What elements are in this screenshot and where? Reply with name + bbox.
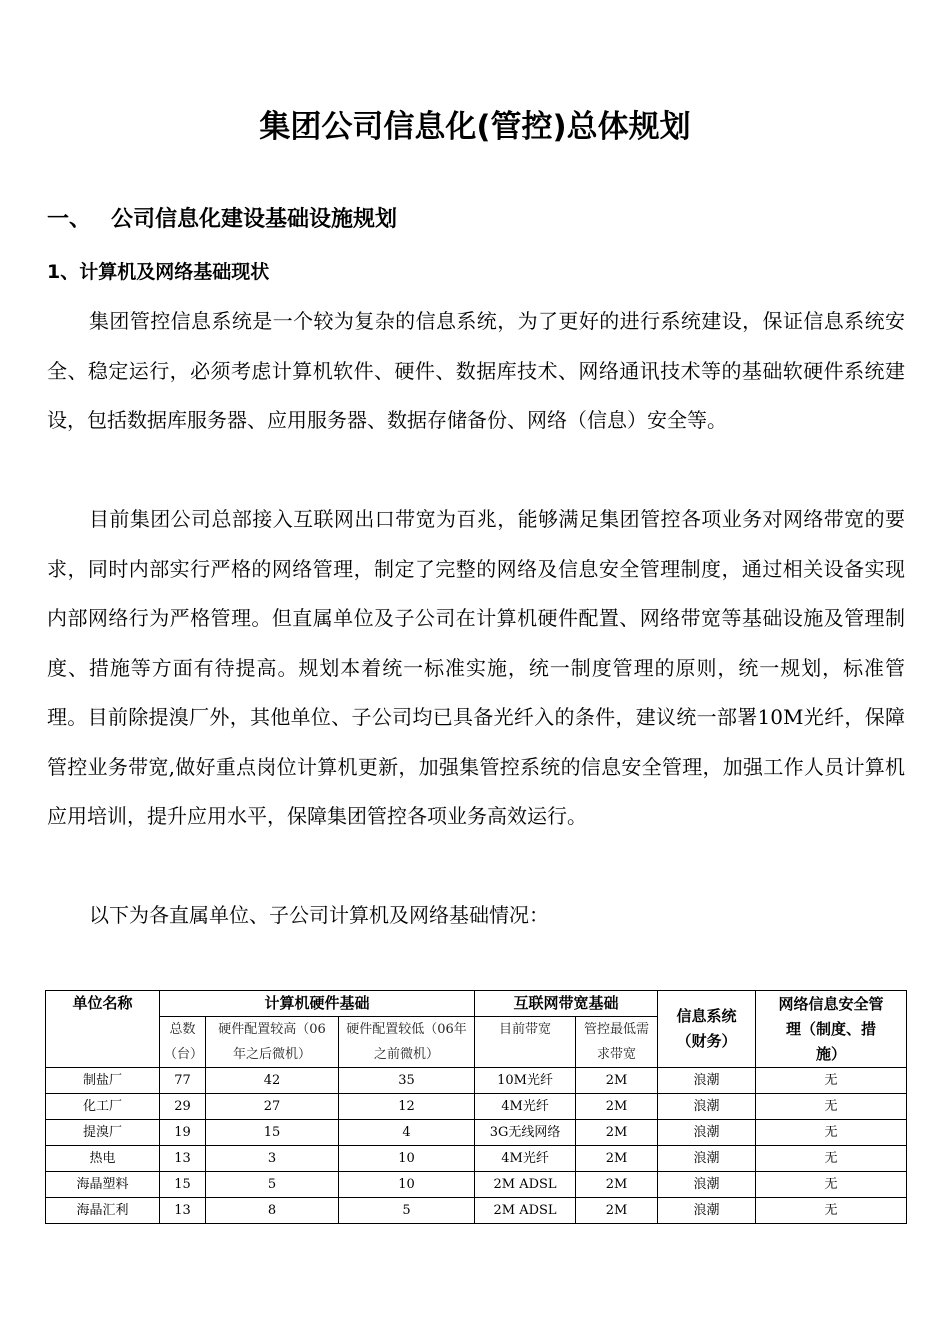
cell-bw: 2M ADSL: [475, 1198, 576, 1224]
header-high-config: 硬件配置较高（06年之后微机）: [206, 1017, 339, 1068]
table-row: [46, 1172, 907, 1198]
header-total: 总数（台）: [160, 1017, 206, 1068]
header-bandwidth-group: 互联网带宽基础: [475, 991, 658, 1017]
cell-high: 5: [206, 1172, 339, 1198]
cell-low: 10: [339, 1172, 475, 1198]
paragraph: 集团管控信息系统是一个较为复杂的信息系统，为了更好的进行系统建设，保证信息系统安全、稳定运行，必须考虑计算机软件、硬件、数据库技术、网络通讯技术等的基础软硬件系统建设，包括数据库服务器、应用服务器、数据存储备份、网络（信息）安全等。: [47, 309, 905, 432]
infrastructure-table: [45, 990, 907, 1224]
section-title: 公司信息化建设基础设施规划: [111, 207, 398, 232]
table-row: [46, 1068, 907, 1094]
cell-low: 35: [339, 1068, 475, 1094]
cell-bw: 3G无线网络: [475, 1120, 576, 1146]
cell-security: 无: [756, 1146, 907, 1172]
cell-security: 无: [756, 1094, 907, 1120]
cell-unit: 海晶塑料: [46, 1172, 160, 1198]
table-row: [46, 1120, 907, 1146]
cell-high: 8: [206, 1198, 339, 1224]
cell-min: 2M: [576, 1198, 658, 1224]
document-title: 集团公司信息化(管控)总体规划: [259, 109, 691, 145]
cell-low: 10: [339, 1146, 475, 1172]
cell-unit: 海晶汇利: [46, 1198, 160, 1224]
subsection-heading: 1、计算机及网络基础现状: [47, 261, 270, 283]
header-min-bandwidth: 管控最低需求带宽: [576, 1017, 658, 1068]
header-unit: 单位名称: [46, 991, 160, 1068]
table-row: [46, 1198, 907, 1224]
cell-high: 3: [206, 1146, 339, 1172]
cell-min: 2M: [576, 1146, 658, 1172]
cell-bw: 10M光纤: [475, 1068, 576, 1094]
cell-security: 无: [756, 1068, 907, 1094]
cell-info: 浪潮: [658, 1094, 756, 1120]
paragraph: 以下为各直属单位、子公司计算机及网络基础情况：: [89, 903, 549, 927]
section-number: 一、: [47, 207, 92, 232]
cell-info: 浪潮: [658, 1120, 756, 1146]
cell-low: 4: [339, 1120, 475, 1146]
cell-min: 2M: [576, 1172, 658, 1198]
cell-low: 5: [339, 1198, 475, 1224]
header-security: 网络信息安全管理（制度、措施）: [756, 991, 907, 1068]
header-hardware-group: 计算机硬件基础: [160, 991, 475, 1017]
section-heading: [47, 200, 397, 240]
cell-low: 12: [339, 1094, 475, 1120]
header-info-system: 信息系统（财务）: [658, 991, 756, 1068]
cell-total: 13: [160, 1198, 206, 1224]
cell-unit: 制盐厂: [46, 1068, 160, 1094]
cell-min: 2M: [576, 1068, 658, 1094]
cell-info: 浪潮: [658, 1068, 756, 1094]
cell-bw: 4M光纤: [475, 1146, 576, 1172]
table-row: [46, 1146, 907, 1172]
cell-unit: 提溴厂: [46, 1120, 160, 1146]
cell-high: 27: [206, 1094, 339, 1120]
cell-info: 浪潮: [658, 1146, 756, 1172]
cell-security: 无: [756, 1198, 907, 1224]
header-current-bandwidth: 目前带宽: [475, 1017, 576, 1068]
cell-total: 19: [160, 1120, 206, 1146]
cell-unit: 化工厂: [46, 1094, 160, 1120]
cell-security: 无: [756, 1120, 907, 1146]
cell-info: 浪潮: [658, 1198, 756, 1224]
cell-security: 无: [756, 1172, 907, 1198]
cell-total: 77: [160, 1068, 206, 1094]
cell-high: 15: [206, 1120, 339, 1146]
cell-total: 29: [160, 1094, 206, 1120]
cell-bw: 4M光纤: [475, 1094, 576, 1120]
table-row: [46, 1094, 907, 1120]
cell-min: 2M: [576, 1120, 658, 1146]
header-low-config: 硬件配置较低（06年之前微机）: [339, 1017, 475, 1068]
cell-min: 2M: [576, 1094, 658, 1120]
cell-total: 15: [160, 1172, 206, 1198]
cell-high: 42: [206, 1068, 339, 1094]
cell-unit: 热电: [46, 1146, 160, 1172]
table-body: [46, 1068, 907, 1224]
paragraph: 目前集团公司总部接入互联网出口带宽为百兆，能够满足集团管控各项业务对网络带宽的要求，同时内部实行严格的网络管理，制定了完整的网络及信息安全管理制度，通过相关设备实现内部网络行为严格管理。但直属单位及子公司在计算机硬件配置、网络带宽等基础设施及管理制度、措施等方面有待提高。规划本着统一标准实施，统一制度管理的原则，统一规划，标准管理。目前除提溴厂外，其他单位、子公司均已具备光纤入的条件，建议统一部署10M光纤，保障管控业务带宽,做好重点岗位计算机更新，加强集管控系统的信息安全管理，加强工作人员计算机应用培训，提升应用水平，保障集团管控各项业务高效运行。: [47, 507, 905, 828]
cell-info: 浪潮: [658, 1172, 756, 1198]
cell-bw: 2M ADSL: [475, 1172, 576, 1198]
cell-total: 13: [160, 1146, 206, 1172]
